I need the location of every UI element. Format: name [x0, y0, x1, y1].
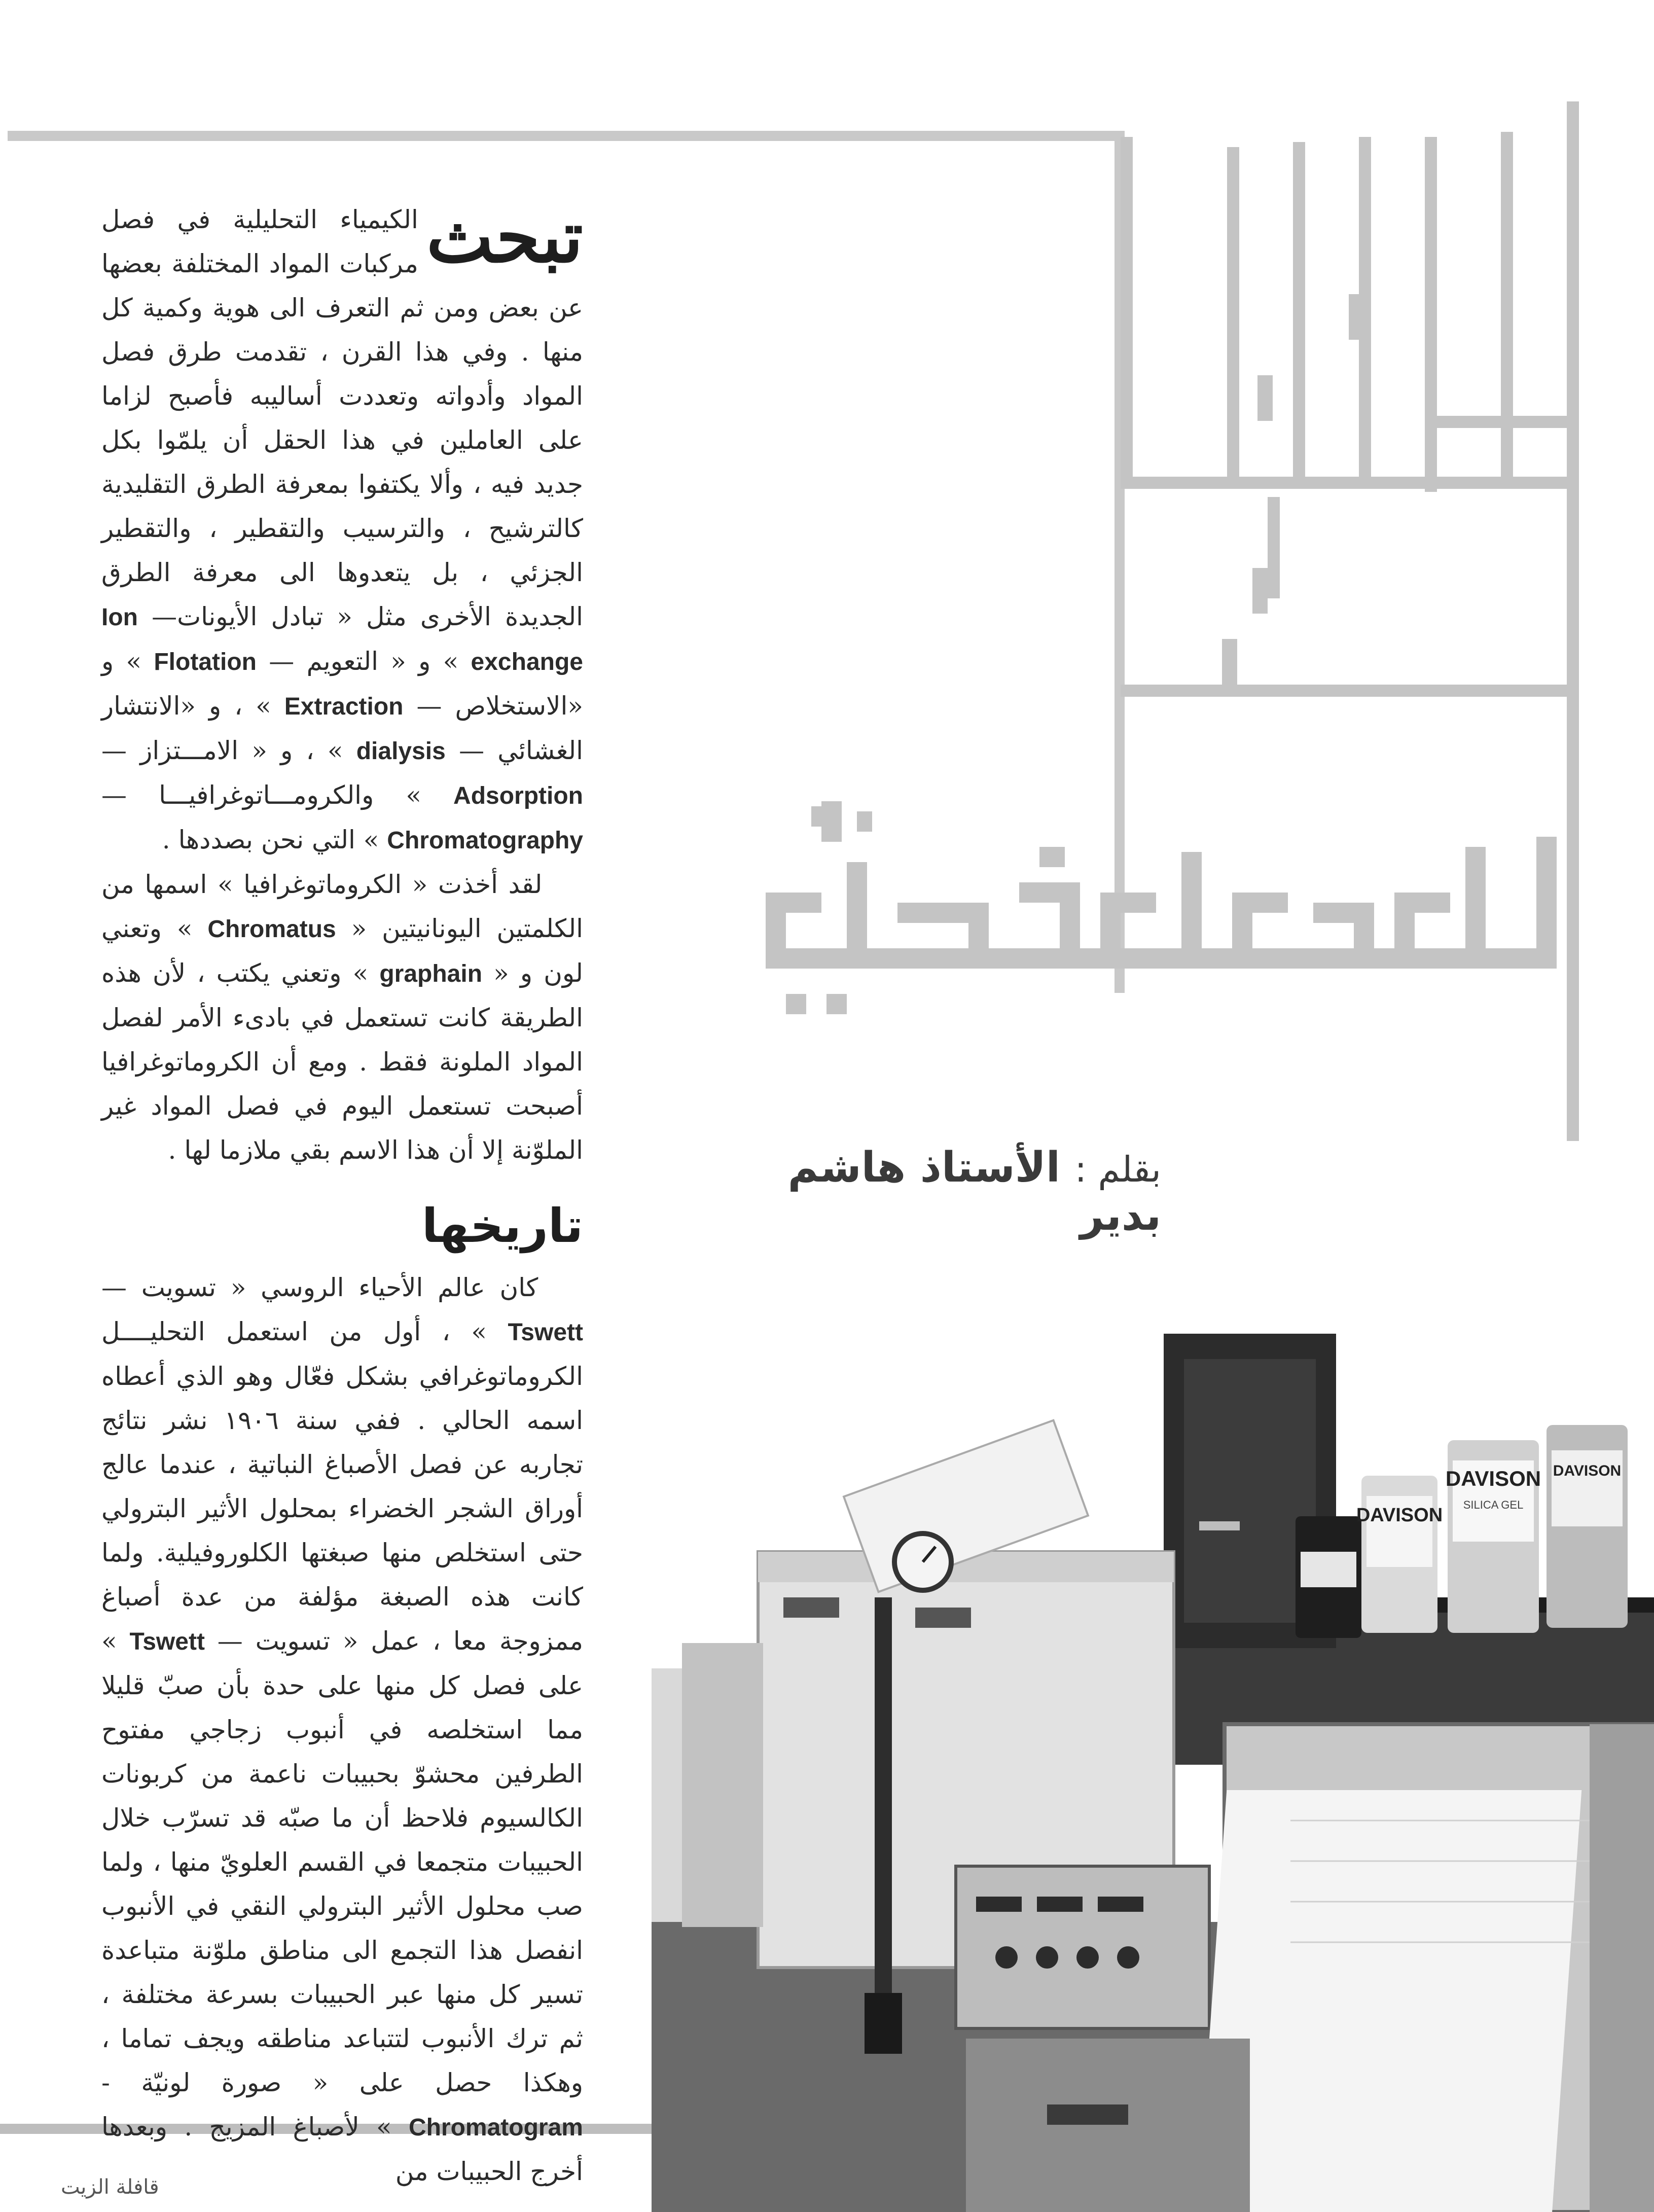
term-graphain: graphain — [379, 960, 483, 987]
dropcap-word: تبحث — [426, 196, 583, 279]
lab-equipment-photo — [652, 1313, 1654, 2212]
bottle-label-1: DAVISON — [1356, 1505, 1443, 1526]
intro-paragraph-1: تبحث الكيمياء التحليلية في فصل مركبات المواد المختلفة بعضها عن بعض ومن ثم التعرف الى هوية وكمية كل منها . وفي هذا القرن ، تقدمت طرق فصل المواد وأدواته وتعددت أساليبه فأصبح لزاما على العاملين في هذا الحقل أن يلمّوا بكل جديد فيه ، وألا يكتفوا بمعرفة الطرق التقليدية كالترشيح ، والترسيب والتقطير ، والتقطير الجزئي ، بل يتعدوها الى معرفة الطرق الجديدة الأخرى مثل « تبادل الأيونات— Ion exchange » و « التعويم — Flotation » و «الاستخلاص — Extraction » ، و «الانتشار الغشائي — dialysis » ، و « الامـــتزاز — Adsorption » والكرومـــاتوغرافيـــا — Chromatography » التي نحن بصددها . — [101, 196, 583, 854]
term-tswett: Tswett — [508, 1319, 583, 1346]
intro-paragraph-2: لقد أخذت « الكروماتوغرافيا » اسمها من الكلمتين اليونانيتين « Chromatus » وتعني لون و « graphain » وتعني يكتب ، لأن هذه الطريقة كانت تستعمل في بادىء الأمر لفصل المواد الملونة فقط . ومع أن الكروماتوغرافيا أصبحت تستعمل اليوم في فصل المواد غير الملوّنة إلا أن هذا الاسم بقي ملازما لها . — [101, 870, 583, 1165]
term-chromatogram: Chromatogram — [408, 2114, 583, 2141]
magazine-footer: قافلة الزيت — [61, 2175, 159, 2199]
history-heading: تاريخها — [421, 1199, 583, 1253]
term-flotation: Flotation — [154, 649, 257, 675]
bottle-label-2: DAVISON — [1445, 1467, 1541, 1490]
bottle-sublabel: SILICA GEL — [1463, 1499, 1524, 1511]
article-byline — [705, 1144, 1161, 1240]
term-ion-exchange: Ion exchange — [101, 604, 583, 675]
term-tswett: Tswett — [129, 1628, 205, 1655]
term-dialysis: dialysis — [356, 738, 446, 765]
term-chromatus: Chromatus — [207, 916, 336, 943]
bottle-label-3: DAVISON — [1553, 1462, 1622, 1479]
term-extraction: Extraction — [284, 693, 404, 720]
byline-prefix: بقلم : — [1074, 1149, 1161, 1190]
history-paragraph: كان عالم الأحياء الروسي « تسويت — Tswett » ، أول من استعمل التحليــــل الكروماتوغرافي بشكل فعّال وهو الذي أعطاه اسمه الحالي . ففي سنة ١٩٠٦ نشر نتائج تجاربه عن فصل الأصباغ النباتية ، عندما عالج أوراق الشجر الخضراء بمحلول الأثير البترولي حتى استخلص منها صبغتها الكلوروفيلية. ولما كانت هذه الصبغة مؤلفة من عدة أصباغ ممزوجة معا ، عمل « تسويت — Tswett » على فصل كل منها على حدة بأن صبّ قليلا مما استخلصه في أنبوب زجاجي مفتوح الطرفين محشوّ بحبيبات ناعمة من كربونات الكالسيوم فلاحظ أن ما صبّه قد تسرّب خلال الحبيبات متجمعا في القسم العلويّ منها ، ولما صب محلول الأثير البترولي النقي في الأنبوب انفصل هذا التجمع الى مناطق ملوّنة متباعدة تسير كل منها عبر الحبيبات بسرعة مختلفة ، ثم ترك الأنبوب لتتباعد مناطقه ويجف تماما ، وهكذا حصل على « صورة لونيّة - Chromatogram » لأصباغ المزيج . وبعدها أخرج الحبيبات من — [101, 1273, 583, 2186]
term-adsorption: Adsorption — [453, 782, 583, 809]
article-column — [101, 198, 583, 2194]
term-chromatography: Chromatography — [387, 827, 583, 854]
byline-author: الأستاذ هاشم بدير — [787, 1144, 1161, 1240]
article-title-art — [705, 101, 1597, 1146]
